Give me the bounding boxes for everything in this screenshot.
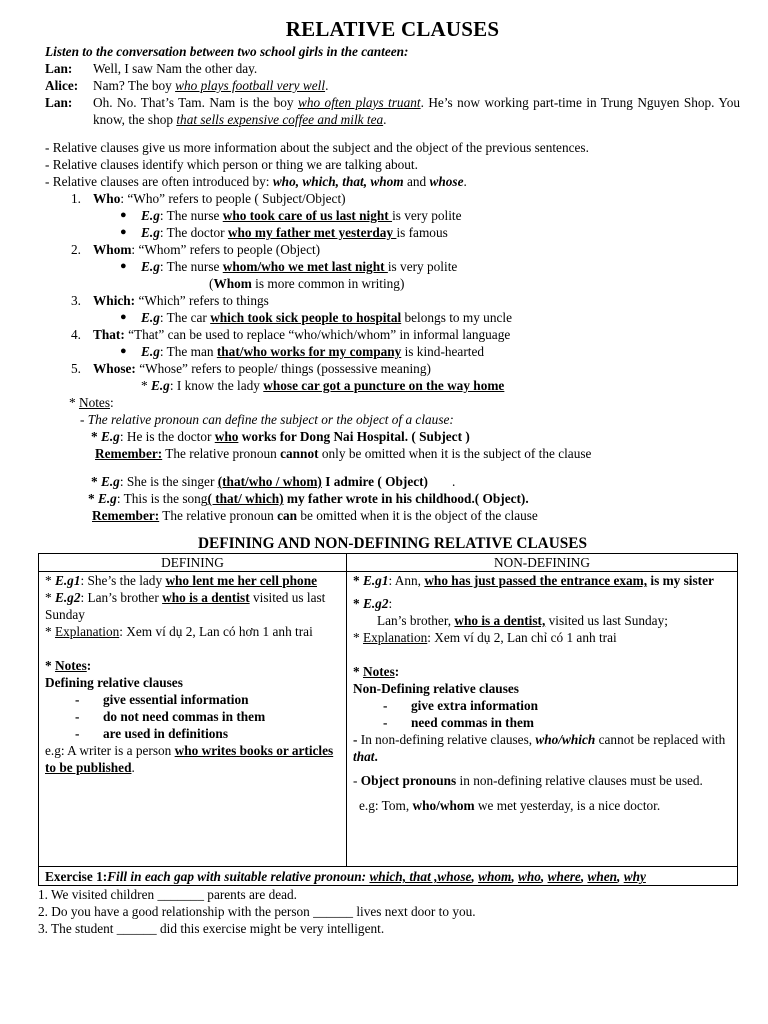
non-defining-point: - give extra information — [383, 698, 539, 713]
defining-explanation: * Explanation: Xem ví dụ 2, Lan có hơn 1 anh trai — [45, 624, 313, 639]
speaker: Lan: — [45, 61, 73, 76]
defining-notes: * Notes: — [45, 658, 92, 673]
line-text: Nam? The boy who plays football very well. — [93, 78, 329, 93]
exercise-instruction: Exercise 1:Fill in each gap with suitable relative pronoun: which, that ,whose, whom, who, where, when, why — [45, 869, 646, 884]
example-line: ● E.g: The man that/who works for my company is kind-hearted — [120, 344, 484, 359]
note-example: * E.g: This is the song( that/ which) my father wrote in his childhood.( Object). — [88, 491, 529, 506]
exercise-item: 2. Do you have a good relationship with the person ______ lives next door to you. — [38, 904, 476, 919]
whom-note: (Whom is more common in writing) — [209, 276, 405, 291]
conversation-line — [45, 94, 740, 128]
page-title: RELATIVE CLAUSES — [285, 17, 500, 41]
example-line: * E.g: I know the lady whose car got a puncture on the way home — [141, 378, 505, 393]
defining-point: - are used in definitions — [75, 726, 228, 741]
defining-eg2: * E.g2: Lan’s brother who is a dentist visited us last Sunday — [45, 590, 326, 622]
list-item-whom: 2. Whom: “Whom” refers to people (Object) — [71, 242, 321, 257]
table-header-defining: DEFINING — [39, 554, 347, 572]
comparison-table — [38, 553, 738, 867]
bullet-icon: ● — [120, 311, 127, 323]
defining-heading: Defining relative clauses — [45, 675, 183, 690]
bullet-icon: ● — [120, 345, 127, 357]
speaker: Lan: — [45, 95, 73, 110]
defining-point: - give essential information — [75, 692, 249, 707]
remember-line: Remember: The relative pronoun cannot only be omitted when it is the subject of the clause — [95, 446, 592, 461]
bullet-icon: ● — [120, 226, 127, 238]
line-text: Oh. No. That’s Tam. Nam is the boy who often plays truant. He’s now working part-time in Trung Nguyen Shop. You know, the shop that sells expensive coffee and milk tea. — [93, 95, 740, 127]
non-defining-eg1: * E.g1: Ann, who has just passed the entrance exam, is my sister — [353, 573, 714, 588]
non-defining-eg2-line: Lan’s brother, who is a dentist, visited us last Sunday; — [377, 613, 668, 628]
defining-eg3: e.g: A writer is a person who writes books or articles to be published. — [45, 743, 334, 775]
line-text: Well, I saw Nam the other day. — [93, 61, 258, 76]
non-defining-p1: - In non-defining relative clauses, who/which cannot be replaced with that. — [353, 732, 726, 764]
example-line: ● E.g: The nurse whom/who we met last night is very polite — [120, 259, 458, 274]
non-defining-eg3: e.g: Tom, who/whom we met yesterday, is a nice doctor. — [359, 798, 661, 813]
notes-heading: * Notes: — [69, 395, 114, 410]
notes-intro: - The relative pronoun can define the subject or the object of a clause: — [80, 412, 454, 427]
exercise-item: 1. We visited children _______ parents are dead. — [38, 887, 298, 902]
intro-text: Listen to the conversation between two school girls in the canteen: — [45, 44, 409, 59]
defining-cell — [39, 572, 347, 867]
point-text: - Relative clauses give us more information about the subject and the object of the previous sentences. — [45, 140, 589, 155]
list-item-who: 1. Who: “Who” refers to people ( Subject/Object) — [71, 191, 346, 206]
remember-line: Remember: The relative pronoun can be omitted when it is the object of the clause — [92, 508, 538, 523]
conversation-line — [45, 77, 740, 94]
point-text: - Relative clauses identify which person or thing we are talking about. — [45, 157, 418, 172]
exercise-item: 3. The student ______ did this exercise might be very intelligent. — [38, 921, 385, 936]
exercise-box — [38, 867, 738, 886]
table-header-non-defining: NON-DEFINING — [347, 554, 738, 572]
note-example: * E.g: He is the doctor who works for Dong Nai Hospital. ( Subject ) — [91, 429, 470, 444]
non-defining-heading: Non-Defining relative clauses — [353, 681, 519, 696]
non-defining-cell — [347, 572, 738, 867]
note-example: * E.g: She is the singer (that/who / whom) I admire ( Object) . — [91, 474, 456, 489]
defining-eg1: * E.g1: She’s the lady who lent me her cell phone — [45, 573, 317, 588]
point-text: - Relative clauses are often introduced by: who, which, that, whom and whose. — [45, 174, 467, 189]
speaker: Alice: — [45, 78, 79, 93]
non-defining-eg2: * E.g2: — [353, 596, 393, 611]
non-defining-explanation: * Explanation: Xem ví dụ 2, Lan chỉ có 1 anh trai — [353, 630, 617, 645]
list-item-whose: 5. Whose: “Whose” refers to people/ things (possessive meaning) — [71, 361, 431, 376]
example-line: ● E.g: The doctor who my father met yesterday is famous — [120, 225, 448, 240]
example-line: ● E.g: The car which took sick people to hospital belongs to my uncle — [120, 310, 512, 325]
list-item-which: 3. Which: “Which” refers to things — [71, 293, 269, 308]
non-defining-p2: - Object pronouns in non-defining relative clauses must be used. — [353, 773, 703, 788]
defining-point: - do not need commas in them — [75, 709, 266, 724]
bullet-icon: ● — [120, 209, 127, 221]
non-defining-notes: * Notes: — [353, 664, 400, 679]
conversation-line — [45, 60, 740, 77]
example-line: ● E.g: The nurse who took care of us last night is very polite — [120, 208, 462, 223]
exercise-items — [38, 886, 738, 937]
bullet-icon: ● — [120, 260, 127, 272]
non-defining-point: - need commas in them — [383, 715, 534, 730]
section-title: DEFINING AND NON-DEFINING RELATIVE CLAUSES — [198, 535, 587, 552]
list-item-that: 4. That: “That” can be used to replace “who/which/whom” in informal language — [71, 327, 511, 342]
